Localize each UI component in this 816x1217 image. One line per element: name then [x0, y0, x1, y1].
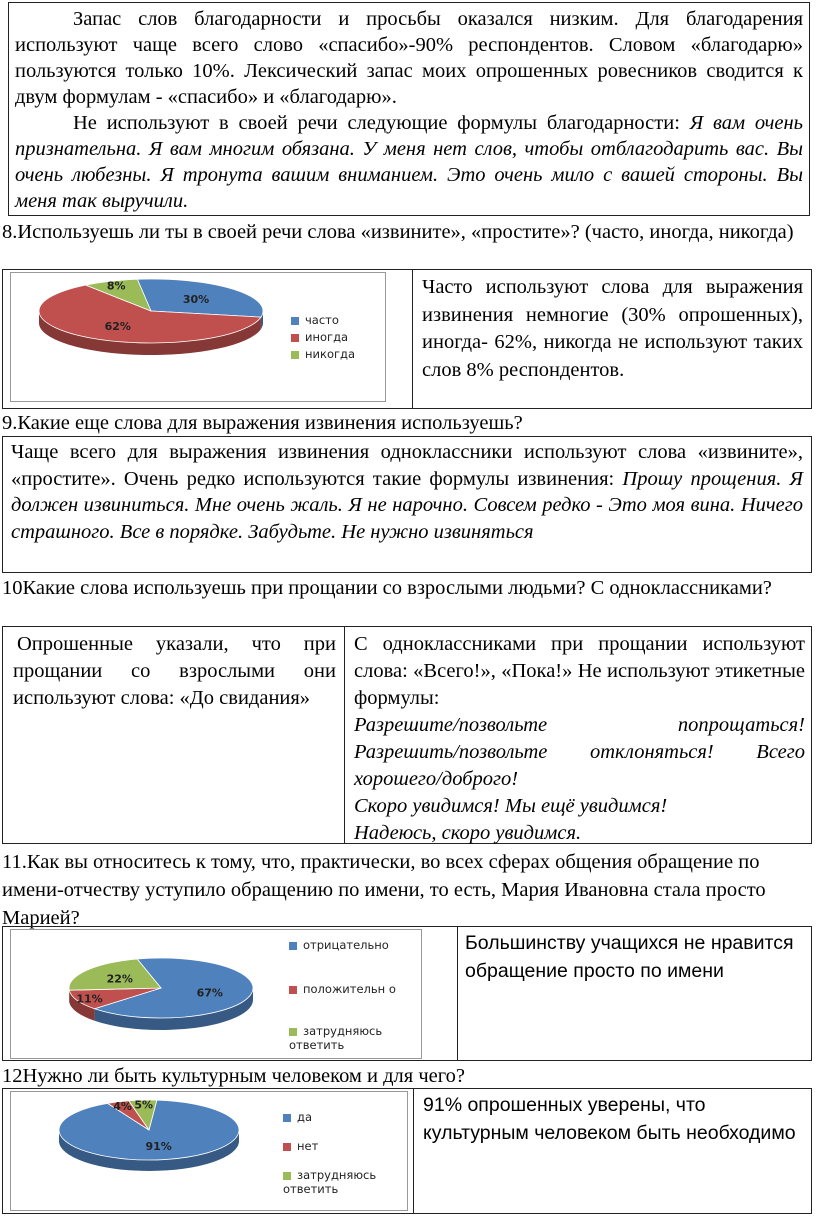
legend-item-undecided: затрудняюсь ответить: [289, 1024, 399, 1052]
pie-label-2: 11%: [76, 992, 102, 1005]
farewell-adults: Опрошенные указали, что при прощании со взрослыми они используют слова: «До свидания»: [13, 631, 336, 712]
gratitude-formulas: Я вам очень признательна. Я вам многим обязана. У меня нет слов, чтобы отблагодарить вас. Вы очень любезны. Я тронута вашим вниманием. Это очень мило с вашей стороны. Вы меня так выручили.: [15, 112, 803, 212]
legend-swatch: [289, 986, 297, 994]
legend-item-no: нет: [283, 1139, 318, 1153]
gratitude-paragraph-1: Запас слов благодарности и просьбы оказался низким. Для благодарения используют чаще всего слово «спасибо»-90% респондентов. Словом «благодарю» пользуются только 10%. Лексический запас моих опрошенных ровесников сводится к двум формулам - «спасибо» и «благодарю».: [15, 6, 803, 110]
chart-frame-q11: [10, 929, 422, 1059]
chart-frame-q8: [10, 272, 386, 402]
legend-q11: [289, 938, 419, 1056]
farewell-classmates: С одноклассниками при прощании используют слова: «Всего!», «Пока!» Не используют этикетные формулы:: [354, 631, 805, 712]
question-8: 8.Используешь ли ты в своей речи слова «извините», «простите»? (часто, иногда, никогда): [2, 219, 814, 245]
legend-item-negative: отрицательно: [289, 938, 389, 952]
question-9: 9.Какие еще слова для выражения извинения используешь?: [2, 410, 814, 436]
farewell-formulas-3: Скоро увидимся! Мы ещё увидимся!: [354, 793, 805, 820]
answer-box-q9: [2, 436, 812, 573]
legend-item-yes: да: [283, 1110, 312, 1124]
question-10: 10Какие слова используешь при прощании со взрослыми людьми? С одноклассниками?: [2, 575, 814, 601]
pie-label-1: 30%: [183, 293, 209, 306]
legend-item-never: никогда: [291, 347, 355, 361]
legend-swatch: [291, 317, 299, 325]
pie-label-1: 67%: [197, 986, 223, 999]
farewell-formulas-2: Разрешить/позвольте отклоняться! Всего хорошего/доброго!: [354, 739, 805, 793]
answer-cell-q12: [413, 1088, 812, 1214]
legend-q12: [283, 1110, 403, 1206]
pie-label-2: 62%: [105, 320, 131, 333]
pie-label-3: 8%: [107, 280, 126, 293]
farewell-formulas: Разрешите/позвольте попрощаться!: [354, 712, 805, 739]
legend-q8: [291, 313, 385, 373]
legend-item-unsure: затрудняюсь ответить: [283, 1168, 395, 1196]
legend-swatch: [291, 334, 299, 342]
question-12: 12Нужно ли быть культурным человеком и для чего?: [2, 1063, 814, 1089]
farewell-adults-cell: [2, 626, 345, 844]
legend-item-often: часто: [291, 313, 339, 327]
apology-intro: Чаще всего для выражения извинения одноклассники используют слова «извините», «простите». Очень редко используются такие формулы извинения:: [11, 441, 803, 490]
farewell-classmates-cell: [344, 626, 812, 844]
gratitude-intro: Не используют в своей речи следующие формулы благодарности:: [73, 112, 680, 134]
answer-cell-q8: [412, 269, 812, 409]
legend-swatch: [289, 1028, 297, 1036]
legend-swatch: [289, 942, 297, 950]
pie-label-3: 22%: [107, 972, 133, 985]
legend-swatch: [283, 1143, 291, 1151]
pie-label-2: 4%: [113, 1100, 132, 1113]
gratitude-summary-box: [8, 2, 810, 216]
chart-cell-q12: [2, 1088, 414, 1214]
answer-9: [11, 439, 803, 545]
chart-frame-q12: [10, 1091, 408, 1211]
legend-swatch: [291, 351, 299, 359]
chart-cell-q11: [2, 926, 458, 1061]
legend-swatch: [283, 1114, 291, 1122]
legend-item-positive: положительн о: [289, 982, 413, 996]
answer-12: 91% опрошенных уверены, что культурным человеком быть необходимо: [423, 1091, 803, 1147]
answer-8: Часто используют слова для выражения извинения немногие (30% опрошенных), иногда- 62%, никогда не используют таких слов 8% респондентов.: [422, 274, 803, 384]
legend-item-sometimes: иногда: [291, 330, 348, 344]
pie-label-3: 5%: [134, 1099, 153, 1112]
question-11: 11.Как вы относитесь к тому, что, практически, во всех сферах общения обращение по имени-отчеству уступило обращению по имени, то есть, Мария Ивановна стала просто Марией?: [2, 848, 814, 932]
apology-formulas: Прошу прощения. Я должен извиниться. Мне очень жаль. Я не нарочно. Совсем редко - Это моя вина. Ничего страшного. Все в порядке. Забудьте. Не нужно извиняться: [11, 468, 803, 543]
pie-label-1: 91%: [145, 1140, 171, 1153]
chart-cell-q8: [2, 269, 413, 409]
legend-swatch: [283, 1172, 291, 1180]
answer-cell-q11: [457, 926, 812, 1061]
farewell-formulas-4: Надеюсь, скоро увидимся.: [354, 820, 805, 847]
answer-11: Большинству учащихся не нравится обращение просто по имени: [465, 929, 803, 985]
gratitude-paragraph-2: [15, 110, 803, 214]
